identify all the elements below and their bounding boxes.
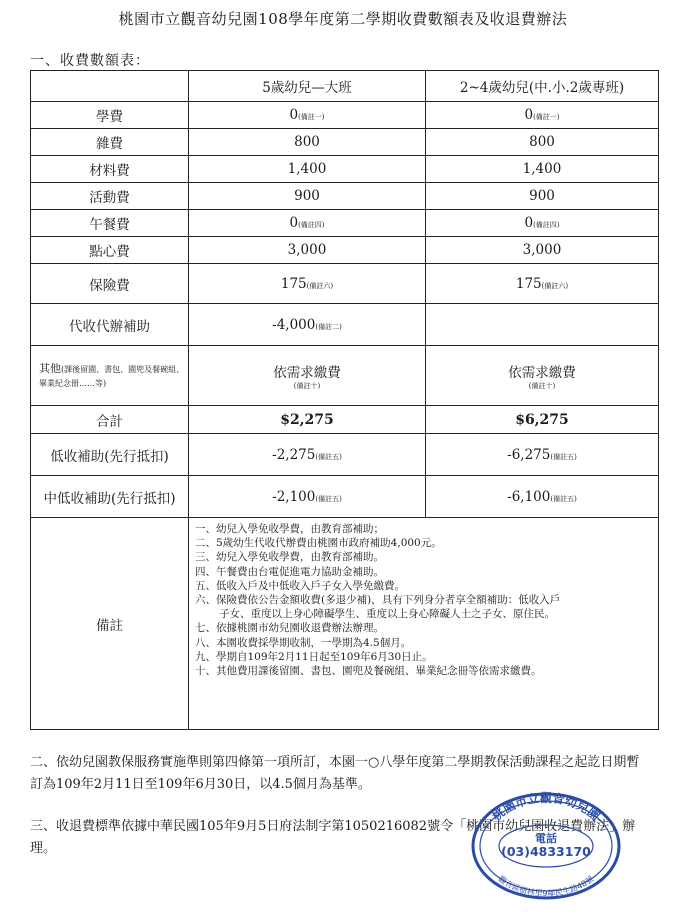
table-header-row	[31, 71, 659, 102]
value-b: 1,400	[426, 156, 659, 183]
row-label: 中低收補助(先行抵扣)	[31, 476, 189, 518]
value-b: -6,275(備註五)	[426, 434, 659, 476]
value-b: 0(備註一)	[426, 102, 659, 129]
section-3-paragraph: 三、收退費標準依據中華民國105年9月5日府法制字第1050216082號令「桃園市幼兒園收退費辦法」辦理。	[30, 819, 636, 856]
value-b: 3,000	[426, 237, 659, 264]
note-item: 二、5歲幼生代收代辦費由桃園市政府補助4,000元。	[195, 537, 442, 550]
value-b: 0(備註四)	[426, 210, 659, 237]
value-a: 900	[189, 183, 426, 210]
table-row	[31, 102, 659, 129]
note-item: 一、幼兒入學免收學費，由教育部補助；	[195, 523, 384, 535]
svg-text:電話: 電話	[535, 832, 557, 845]
value-a: 0(備註四)	[189, 210, 426, 237]
other-row	[31, 346, 659, 406]
value-a: -2,275(備註五)	[189, 434, 426, 476]
row-label: 代收代辦補助	[31, 304, 189, 346]
row-label: 雜費	[31, 129, 189, 156]
value-b: -6,100(備註五)	[426, 476, 659, 518]
value-a: 175(備註六)	[189, 264, 426, 304]
row-label: 點心費	[31, 237, 189, 264]
value-a: 0(備註一)	[189, 102, 426, 129]
table-row	[31, 264, 659, 304]
note-item: 八、本園收費採學期收制，一學期為4.5個月。	[195, 636, 412, 649]
table-row	[31, 183, 659, 210]
row-label: 保險費	[31, 264, 189, 304]
value-b: 900	[426, 183, 659, 210]
header-col-a: 5歲幼兒—大班	[189, 71, 426, 102]
subsidy-low-row	[31, 434, 659, 476]
total-a: $2,275	[189, 406, 426, 434]
value-b	[426, 304, 659, 346]
note-item: 九、學期自109年2月11日起至109年6月30日止。	[195, 650, 433, 663]
value-a: 1,400	[189, 156, 426, 183]
value-b: 依需求繳費 (備註十)	[426, 346, 659, 406]
note-item: 子女、重度以上身心障礙學生、重度以上身心障礙人士之子女、原住民。	[219, 608, 555, 621]
table-row	[31, 304, 659, 346]
value-a: -4,000(備註二)	[189, 304, 426, 346]
table-row	[31, 156, 659, 183]
header-blank-cell	[31, 71, 189, 102]
notes-row	[31, 518, 659, 730]
total-b: $6,275	[426, 406, 659, 434]
row-label: 學費	[31, 102, 189, 129]
table-row	[31, 129, 659, 156]
value-a: -2,100(備註五)	[189, 476, 426, 518]
other-label: 其他(課後留園、書包、園兜及餐碗組、畢業紀念冊……等)	[31, 346, 189, 406]
note-item: 十、其他費用課後留園、書包、園兜及餐碗組、畢業紀念冊等依需求繳費。	[195, 665, 542, 678]
total-row	[31, 406, 659, 434]
value-a: 3,000	[189, 237, 426, 264]
value-a: 800	[189, 129, 426, 156]
value-b: 175(備註六)	[426, 264, 659, 304]
note-item: 三、幼兒入學免收學費，由教育部補助。	[195, 551, 384, 564]
note-item: 七、依據桃園市幼兒園收退費辦法辦理。	[195, 622, 384, 635]
notes-label: 備註	[31, 518, 189, 730]
svg-text:觀音區樹林里9鄰民生路48號: 觀音區樹林里9鄰民生路48號	[496, 874, 596, 899]
subsidy-midlow-row	[31, 476, 659, 518]
row-label: 低收補助(先行抵扣)	[31, 434, 189, 476]
svg-text:(03)4833170: (03)4833170	[501, 844, 591, 859]
row-label: 活動費	[31, 183, 189, 210]
official-seal-stamp	[470, 790, 622, 900]
value-a: 依需求繳費 (備註十)	[189, 346, 426, 406]
value-b: 800	[426, 129, 659, 156]
table-row	[31, 237, 659, 264]
note-item: 四、午餐費由台電促進電力協助金補助。	[195, 565, 384, 578]
svg-text:桃園市立觀音幼兒園: 桃園市立觀音幼兒園	[489, 791, 603, 824]
document-title: 桃園市立觀音幼兒園108學年度第二學期收費數額表及收退費辦法	[118, 10, 568, 28]
row-label: 材料費	[31, 156, 189, 183]
fee-table	[30, 70, 659, 730]
note-item: 六、保險費依公告金額收費(多退少補)，具有下列身分者享全額補助：低收入戶	[195, 594, 561, 607]
row-label: 午餐費	[31, 210, 189, 237]
header-col-b: 2~4歲幼兒(中.小.2歲專班)	[426, 71, 659, 102]
section-1-heading: 一、收費數額表：	[30, 53, 150, 69]
note-item: 五、低收入戶及中低收入戶子女入學免繳費。	[195, 579, 405, 592]
section-2-paragraph: 二、依幼兒園教保服務實施準則第四條第一項所訂，本園一○八學年度第二學期教保活動課程之起訖日期暫訂為109年2月11日至109年6月30日，以4.5個月為基準。	[30, 755, 640, 792]
table-row	[31, 210, 659, 237]
total-label: 合計	[31, 406, 189, 434]
notes-list	[189, 518, 659, 730]
